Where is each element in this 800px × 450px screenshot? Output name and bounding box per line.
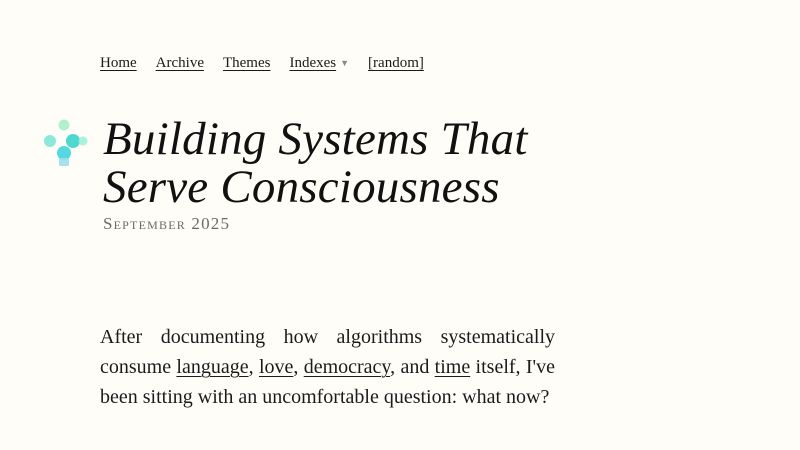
intro-text-5: itself, I've been sitting with an uncomfortable question: what now? — [100, 356, 555, 408]
nav-archive-link[interactable]: Archive — [155, 55, 204, 71]
link-language[interactable]: language — [176, 356, 249, 378]
nav-themes-link[interactable]: Themes — [222, 55, 271, 71]
post-date: September 2025 — [103, 214, 231, 233]
nav-random-link[interactable]: [random] — [368, 55, 424, 71]
intro-text-1: After documenting how algorithms systematically consume — [100, 326, 555, 378]
link-time[interactable]: time — [434, 356, 471, 378]
intro-text-2: , — [248, 356, 259, 378]
nav-indexes-dropdown[interactable] — [289, 53, 349, 74]
intro-paragraph — [100, 322, 555, 412]
page-title: Building Systems That Serve Consciousness — [103, 113, 528, 213]
site-nav — [100, 53, 424, 74]
intro-text-3: , — [293, 356, 304, 378]
link-democracy[interactable]: democracy — [303, 356, 391, 378]
link-love[interactable]: love — [258, 356, 294, 378]
intro-text-4: , and — [390, 356, 435, 378]
chevron-down-icon: ▼ — [340, 58, 350, 68]
nav-indexes-label: Indexes — [289, 55, 337, 71]
nav-home-link[interactable]: Home — [100, 55, 137, 71]
molecule-dots-icon — [42, 118, 90, 168]
